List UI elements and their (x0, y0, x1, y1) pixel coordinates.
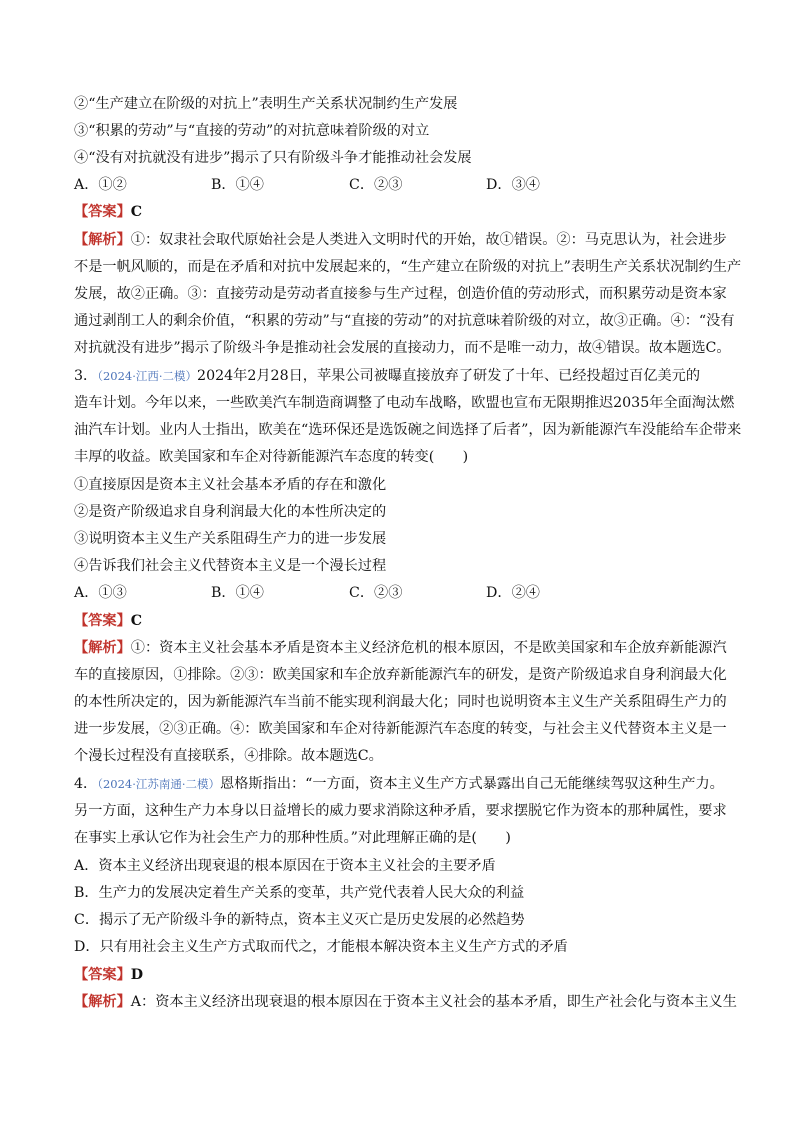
answer-tag: 【答案】 (74, 967, 131, 983)
answer-tag: 【答案】 (74, 204, 131, 220)
q4-choice-c: C．揭示了无产阶级斗争的新特点，资本主义灭亡是历史发展的必然趋势 (74, 912, 525, 928)
question-number: 4． (74, 776, 98, 792)
q3-option-c: C．②③ (349, 585, 403, 601)
q3-item-4: ④告诉我们社会主义代替资本主义是一个漫长过程 (74, 558, 387, 574)
answer-value: D (130, 967, 144, 983)
question-source: （2024·江西·二模） (97, 369, 198, 383)
analysis-text: ①：资本主义社会基本矛盾是资本主义经济危机的根本原因，不是欧美国家和车企放弃新能源汽 (130, 640, 727, 656)
q3-option-a: A．①③ (74, 585, 127, 601)
q3-analysis-line-3: 的本性所决定的，因为新能源汽车当前不能实现利润最大化；同时也说明资本主义生产关系阻碍生产力的 (74, 694, 727, 710)
stem-text: 恩格斯指出：“一方面，资本主义生产方式暴露出自己无能继续驾驭这种生产力。 (220, 776, 724, 792)
q3-analysis-line-1 (74, 638, 727, 658)
analysis-tag: 【解析】 (74, 994, 131, 1010)
q2-option-a: A．①② (74, 177, 127, 193)
q3-analysis-line-4: 进一步发展，②③正确。④：欧美国家和车企对待新能源汽车态度的转变，与社会主义代替资本主义是一 (74, 721, 727, 737)
q2-analysis-line-1 (74, 230, 727, 250)
question-number: 3． (74, 368, 98, 384)
q4-stem-line-1 (74, 774, 724, 794)
analysis-tag: 【解析】 (74, 232, 131, 248)
q2-option-c: C．②③ (349, 177, 403, 193)
q2-analysis-line-5: 对抗就没有进步”揭示了阶级斗争是推动社会发展的直接动力，而不是唯一动力，故④错误。故本题选C。 (74, 340, 731, 356)
q3-item-2: ②是资产阶级追求自身利润最大化的本性所决定的 (74, 504, 387, 520)
q3-option-d: D．②④ (486, 585, 540, 601)
q2-option-b: B．①④ (211, 177, 264, 193)
q2-option-d: D．③④ (486, 177, 540, 193)
q3-analysis-line-5: 个漫长过程没有直接联系，④排除。故本题选C。 (74, 748, 383, 764)
q3-stem-line-2: 造车计划。今年以来，一些欧美汽车制造商调整了电动车战略，欧盟也宣布无限期推迟2035年全面淘汰燃 (74, 395, 735, 411)
q2-analysis-line-3: 发展，故②正确。③：直接劳动是劳动者直接参与生产过程，创造价值的劳动形式，而积累劳动是资本家 (74, 286, 727, 302)
analysis-tag: 【解析】 (74, 640, 131, 656)
q3-option-b: B．①④ (211, 585, 264, 601)
stem-text: 2024年2月28日，苹果公司被曝直接放弃了研发了十年、已经投超过百亿美元的 (197, 368, 701, 384)
answer-value: C (130, 613, 143, 629)
q3-item-3: ③说明资本主义生产关系阻碍生产力的进一步发展 (74, 531, 387, 547)
q4-answer (74, 965, 724, 985)
analysis-text: A：资本主义经济出现衰退的根本原因在于资本主义社会的基本矛盾，即生产社会化与资本主义生 (130, 994, 737, 1010)
q2-item-2: ②“生产建立在阶级的对抗上”表明生产关系状况制约生产发展 (74, 96, 458, 112)
q3-item-1: ①直接原因是资本主义社会基本矛盾的存在和激化 (74, 477, 387, 493)
q4-choice-b: B．生产力的发展决定着生产关系的变革，共产党代表着人民大众的利益 (74, 885, 525, 901)
q2-analysis-line-4: 通过剥削工人的剩余价值，“积累的劳动”与“直接的劳动”的对抗意味着阶级的对立，故③正确。④：“没有 (74, 313, 735, 329)
q2-item-3: ③“积累的劳动”与“直接的劳动”的对抗意味着阶级的对立 (74, 123, 430, 139)
q3-stem-line-4: 丰厚的收益。欧美国家和车企对待新能源汽车态度的转变( ) (74, 449, 469, 465)
q4-choice-a: A．资本主义经济出现衰退的根本原因在于资本主义社会的主要矛盾 (74, 858, 496, 874)
q3-answer (74, 611, 724, 631)
question-source: （2024·江苏南通·二模） (97, 777, 221, 791)
q3-analysis-line-2: 车的直接原因，①排除。②③：欧美国家和车企放弃新能源汽车的研发，是资产阶级追求自身利润最大化 (74, 667, 727, 683)
analysis-text: ①：奴隶社会取代原始社会是人类进入文明时代的开始，故①错误。②：马克思认为，社会进步 (130, 232, 727, 248)
q4-analysis-line-1 (74, 992, 737, 1012)
q4-choice-d: D．只有用社会主义生产方式取而代之，才能根本解决资本主义生产方式的矛盾 (74, 939, 568, 955)
q2-answer (74, 202, 724, 222)
answer-value: C (130, 204, 143, 220)
q2-analysis-line-2: 不是一帆风顺的，而是在矛盾和对抗中发展起来的，“生产建立在阶级的对抗上”表明生产关系状况制约生产 (74, 259, 742, 275)
q4-stem-line-3: 在事实上承认它作为社会生产力的那种性质。”对此理解正确的是( ) (74, 830, 511, 846)
q3-stem-line-3: 油汽车计划。业内人士指出，欧美在“选环保还是选饭碗之间选择了后者”，因为新能源汽车没能给车企带来 (74, 422, 742, 438)
answer-tag: 【答案】 (74, 613, 131, 629)
q3-stem-line-1 (74, 366, 724, 386)
q2-item-4: ④“没有对抗就没有进步”揭示了只有阶级斗争才能推动社会发展 (74, 150, 472, 166)
q4-stem-line-2: 另一方面，这种生产力本身以日益增长的威力要求消除这种矛盾，要求摆脱它作为资本的那种属性，要求 (74, 803, 727, 819)
